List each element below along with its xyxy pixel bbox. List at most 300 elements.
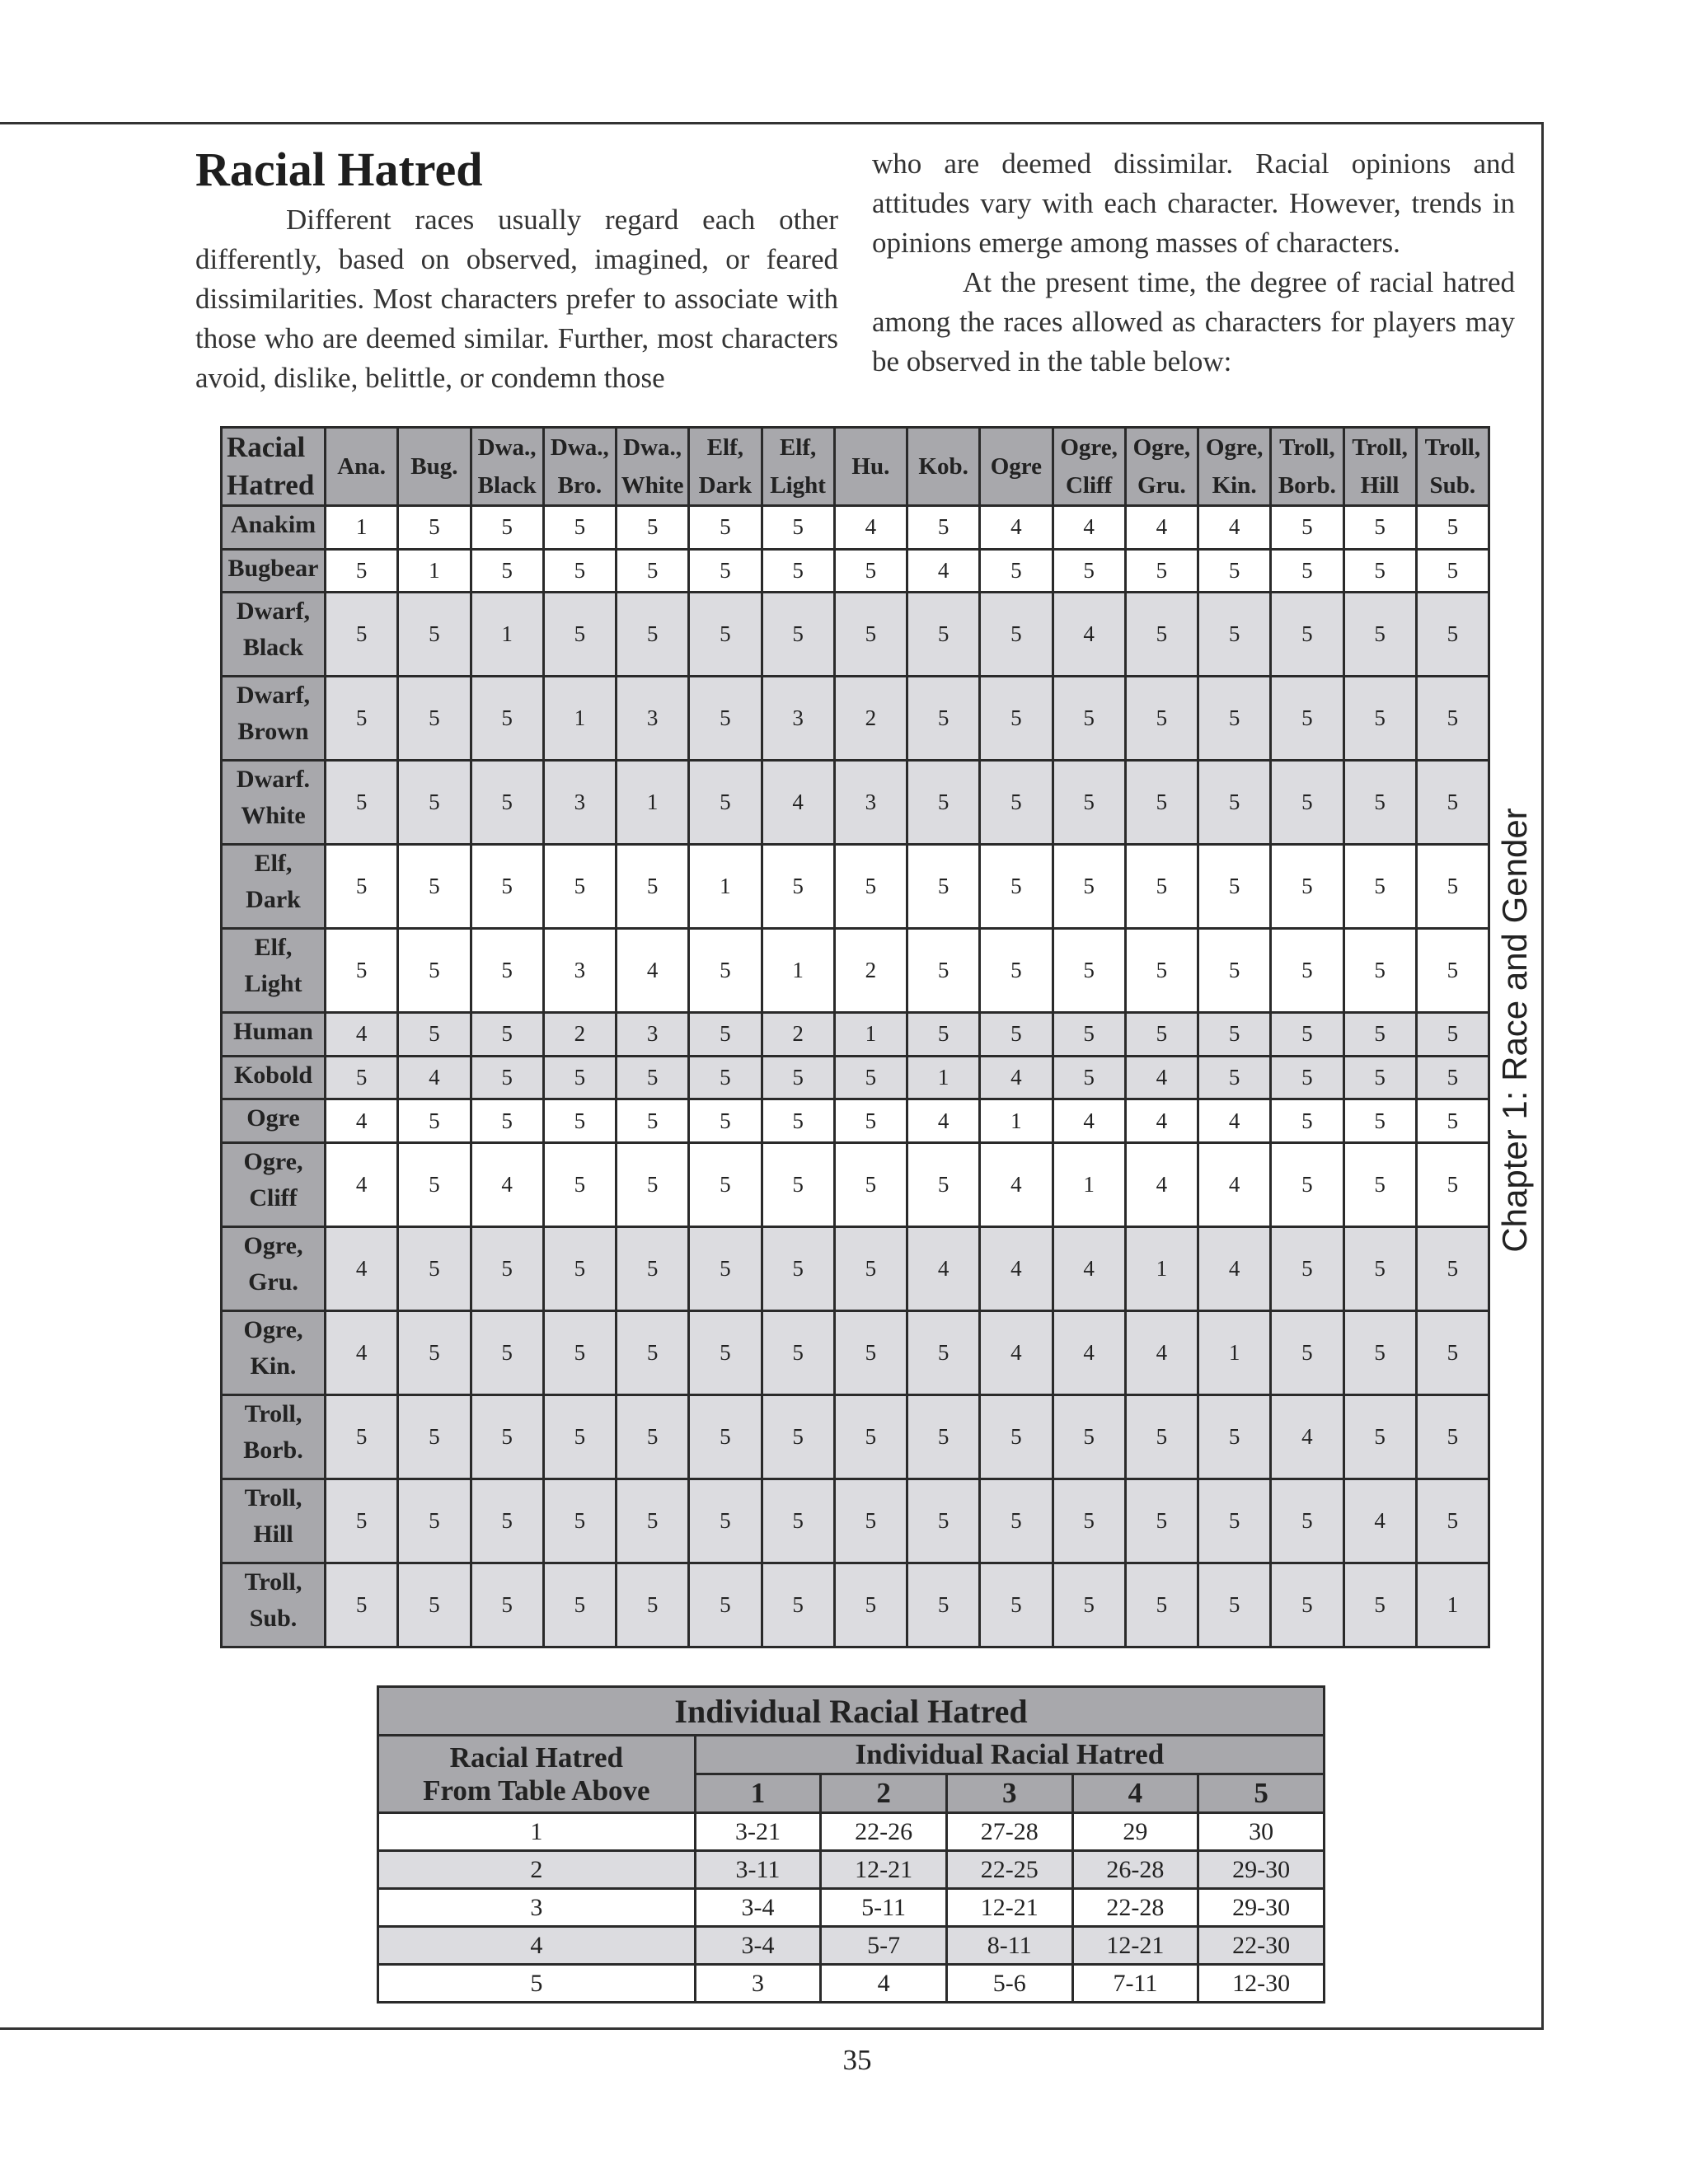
column-header-line: Sub. bbox=[1429, 472, 1476, 499]
matrix-column-header bbox=[1416, 428, 1489, 506]
row-header-line: Kin. bbox=[250, 1352, 297, 1380]
matrix-cell: 5 bbox=[689, 929, 762, 1013]
text-column-left bbox=[195, 200, 838, 398]
matrix-row-header bbox=[222, 1227, 326, 1311]
matrix-cell: 4 bbox=[1053, 1099, 1125, 1143]
individual-cell: 8-11 bbox=[946, 1927, 1072, 1965]
matrix-cell: 5 bbox=[762, 845, 834, 929]
matrix-cell: 5 bbox=[1198, 1056, 1271, 1099]
row-header-line: Dwarf, bbox=[236, 598, 311, 626]
matrix-cell: 4 bbox=[907, 1227, 980, 1311]
matrix-cell: 5 bbox=[471, 1227, 543, 1311]
matrix-cell: 5 bbox=[1416, 1479, 1489, 1563]
matrix-cell: 5 bbox=[1343, 1311, 1416, 1395]
matrix-cell: 5 bbox=[1053, 1056, 1125, 1099]
matrix-cell: 5 bbox=[543, 549, 616, 593]
matrix-cell: 5 bbox=[398, 593, 471, 677]
matrix-cell: 5 bbox=[834, 1143, 907, 1227]
matrix-cell: 5 bbox=[617, 1479, 689, 1563]
matrix-cell: 5 bbox=[1125, 593, 1198, 677]
matrix-column-header bbox=[762, 428, 834, 506]
matrix-cell: 5 bbox=[1271, 845, 1343, 929]
matrix-cell: 5 bbox=[398, 1395, 471, 1479]
column-header-line: Dwa., bbox=[477, 434, 537, 461]
matrix-cell: 5 bbox=[1125, 677, 1198, 761]
row-header-line: Brown bbox=[237, 718, 309, 746]
matrix-cell: 5 bbox=[326, 845, 398, 929]
matrix-row-header bbox=[222, 761, 326, 845]
matrix-cell: 5 bbox=[762, 1563, 834, 1647]
matrix-cell: 5 bbox=[1053, 761, 1125, 845]
matrix-cell: 5 bbox=[1198, 593, 1271, 677]
matrix-cell: 5 bbox=[1416, 1013, 1489, 1057]
matrix-cell: 4 bbox=[1125, 1143, 1198, 1227]
matrix-cell: 5 bbox=[1343, 506, 1416, 550]
matrix-cell: 1 bbox=[1053, 1143, 1125, 1227]
matrix-row bbox=[222, 845, 1489, 929]
individual-cell: 12-30 bbox=[1198, 1965, 1325, 2003]
matrix-cell: 5 bbox=[1271, 761, 1343, 845]
matrix-cell: 5 bbox=[398, 1563, 471, 1647]
matrix-cell: 5 bbox=[1198, 1563, 1271, 1647]
individual-cell: 12-21 bbox=[946, 1889, 1072, 1927]
matrix-cell: 5 bbox=[1416, 677, 1489, 761]
matrix-cell: 4 bbox=[1343, 1479, 1416, 1563]
matrix-cell: 5 bbox=[471, 677, 543, 761]
matrix-cell: 5 bbox=[834, 593, 907, 677]
matrix-cell: 5 bbox=[617, 1311, 689, 1395]
matrix-cell: 5 bbox=[1343, 677, 1416, 761]
individual-cell: 12-21 bbox=[821, 1851, 947, 1889]
page-frame-right bbox=[1541, 122, 1544, 2030]
matrix-cell: 5 bbox=[834, 1311, 907, 1395]
individual-row-label: 2 bbox=[378, 1851, 696, 1889]
individual-cell: 3-11 bbox=[695, 1851, 821, 1889]
matrix-cell: 5 bbox=[762, 1143, 834, 1227]
matrix-cell: 5 bbox=[1198, 549, 1271, 593]
matrix-cell: 4 bbox=[1198, 1143, 1271, 1227]
matrix-cell: 5 bbox=[689, 761, 762, 845]
matrix-cell: 5 bbox=[1053, 1563, 1125, 1647]
matrix-cell: 5 bbox=[398, 761, 471, 845]
individual-cell: 29-30 bbox=[1198, 1889, 1325, 1927]
matrix-cell: 5 bbox=[617, 1056, 689, 1099]
matrix-cell: 5 bbox=[1416, 1395, 1489, 1479]
matrix-cell: 4 bbox=[471, 1143, 543, 1227]
individual-cell: 7-11 bbox=[1072, 1965, 1198, 2003]
matrix-cell: 4 bbox=[1125, 506, 1198, 550]
matrix-cell: 5 bbox=[1343, 593, 1416, 677]
matrix-cell: 5 bbox=[689, 1563, 762, 1647]
matrix-row bbox=[222, 761, 1489, 845]
matrix-cell: 4 bbox=[326, 1227, 398, 1311]
matrix-cell: 2 bbox=[834, 677, 907, 761]
matrix-cell: 5 bbox=[1271, 1311, 1343, 1395]
matrix-cell: 5 bbox=[617, 593, 689, 677]
matrix-cell: 4 bbox=[980, 506, 1053, 550]
matrix-cell: 5 bbox=[834, 1563, 907, 1647]
matrix-row bbox=[222, 1395, 1489, 1479]
matrix-cell: 5 bbox=[398, 845, 471, 929]
section-heading: Racial Hatred bbox=[195, 143, 483, 196]
matrix-cell: 5 bbox=[1271, 1479, 1343, 1563]
matrix-cell: 5 bbox=[1198, 1395, 1271, 1479]
matrix-cell: 5 bbox=[689, 1479, 762, 1563]
column-header-line: Hill bbox=[1360, 472, 1400, 499]
matrix-cell: 5 bbox=[980, 761, 1053, 845]
matrix-cell: 5 bbox=[617, 1143, 689, 1227]
matrix-cell: 5 bbox=[1053, 677, 1125, 761]
matrix-cell: 4 bbox=[326, 1013, 398, 1057]
matrix-cell: 5 bbox=[326, 1563, 398, 1647]
individual-group-header: Individual Racial Hatred bbox=[695, 1736, 1324, 1774]
matrix-cell: 4 bbox=[907, 549, 980, 593]
column-header-line: Troll, bbox=[1279, 434, 1335, 461]
matrix-row bbox=[222, 1479, 1489, 1563]
page-frame-top bbox=[0, 122, 1544, 124]
matrix-cell: 5 bbox=[689, 1311, 762, 1395]
matrix-cell: 5 bbox=[762, 1056, 834, 1099]
individual-cell: 3-4 bbox=[695, 1889, 821, 1927]
matrix-cell: 5 bbox=[1343, 1056, 1416, 1099]
matrix-cell: 5 bbox=[907, 1479, 980, 1563]
matrix-cell: 5 bbox=[907, 1143, 980, 1227]
matrix-cell: 5 bbox=[1343, 1143, 1416, 1227]
matrix-cell: 5 bbox=[1198, 677, 1271, 761]
matrix-cell: 5 bbox=[1271, 593, 1343, 677]
matrix-cell: 1 bbox=[326, 506, 398, 550]
matrix-cell: 1 bbox=[398, 549, 471, 593]
matrix-cell: 5 bbox=[907, 761, 980, 845]
matrix-cell: 1 bbox=[689, 845, 762, 929]
matrix-cell: 5 bbox=[1343, 1395, 1416, 1479]
matrix-cell: 5 bbox=[1271, 549, 1343, 593]
matrix-cell: 5 bbox=[980, 1395, 1053, 1479]
matrix-cell: 5 bbox=[762, 506, 834, 550]
matrix-cell: 5 bbox=[762, 593, 834, 677]
matrix-cell: 5 bbox=[1271, 1227, 1343, 1311]
matrix-cell: 5 bbox=[398, 1013, 471, 1057]
matrix-cell: 5 bbox=[762, 1099, 834, 1143]
matrix-row bbox=[222, 1099, 1489, 1143]
matrix-column-header bbox=[834, 428, 907, 506]
individual-column-header: 1 bbox=[695, 1774, 821, 1813]
matrix-cell: 4 bbox=[1198, 1099, 1271, 1143]
matrix-cell: 4 bbox=[1053, 593, 1125, 677]
matrix-cell: 5 bbox=[1416, 593, 1489, 677]
individual-column-header: 4 bbox=[1072, 1774, 1198, 1813]
matrix-cell: 5 bbox=[398, 1479, 471, 1563]
column-header-line: Light bbox=[770, 472, 826, 499]
matrix-row-header bbox=[222, 929, 326, 1013]
matrix-row-header bbox=[222, 593, 326, 677]
row-header-line: Ogre bbox=[246, 1104, 300, 1132]
matrix-cell: 3 bbox=[543, 761, 616, 845]
matrix-cell: 5 bbox=[617, 1563, 689, 1647]
row-header-line: Sub. bbox=[249, 1604, 298, 1632]
individual-cell: 5-6 bbox=[946, 1965, 1072, 2003]
matrix-cell: 5 bbox=[907, 1395, 980, 1479]
matrix-column-header bbox=[1271, 428, 1343, 506]
matrix-cell: 4 bbox=[980, 1143, 1053, 1227]
matrix-cell: 5 bbox=[326, 1479, 398, 1563]
matrix-cell: 5 bbox=[1271, 1056, 1343, 1099]
matrix-cell: 5 bbox=[471, 506, 543, 550]
row-header-line: Dwarf, bbox=[236, 682, 311, 710]
matrix-cell: 4 bbox=[617, 929, 689, 1013]
matrix-cell: 5 bbox=[471, 845, 543, 929]
matrix-column-header bbox=[617, 428, 689, 506]
individual-cell: 29-30 bbox=[1198, 1851, 1325, 1889]
matrix-cell: 5 bbox=[1343, 1563, 1416, 1647]
matrix-row-header bbox=[222, 549, 326, 593]
matrix-cell: 5 bbox=[471, 1099, 543, 1143]
individual-cell: 5-7 bbox=[821, 1927, 947, 1965]
column-header-line: Gru. bbox=[1137, 472, 1186, 499]
individual-cell: 5-11 bbox=[821, 1889, 947, 1927]
matrix-cell: 5 bbox=[907, 929, 980, 1013]
matrix-cell: 5 bbox=[326, 1056, 398, 1099]
row-header-line: Black bbox=[242, 634, 304, 662]
matrix-cell: 5 bbox=[834, 1479, 907, 1563]
matrix-cell: 5 bbox=[398, 1143, 471, 1227]
matrix-cell: 5 bbox=[1416, 761, 1489, 845]
matrix-cell: 1 bbox=[617, 761, 689, 845]
matrix-row-header bbox=[222, 1311, 326, 1395]
individual-row bbox=[378, 1851, 1325, 1889]
row-header-line: Elf, bbox=[254, 850, 293, 878]
matrix-row-header bbox=[222, 1099, 326, 1143]
column-header-line: Hu. bbox=[851, 453, 890, 480]
matrix-cell: 5 bbox=[1343, 929, 1416, 1013]
matrix-cell: 5 bbox=[398, 1099, 471, 1143]
matrix-cell: 4 bbox=[1271, 1395, 1343, 1479]
matrix-cell: 5 bbox=[398, 677, 471, 761]
matrix-cell: 5 bbox=[1198, 1013, 1271, 1057]
matrix-cell: 4 bbox=[1198, 506, 1271, 550]
matrix-cell: 5 bbox=[907, 593, 980, 677]
matrix-cell: 5 bbox=[1125, 1563, 1198, 1647]
matrix-cell: 5 bbox=[1271, 506, 1343, 550]
matrix-cell: 5 bbox=[689, 1143, 762, 1227]
matrix-cell: 5 bbox=[543, 1143, 616, 1227]
corner-header-line: Hatred bbox=[227, 469, 315, 501]
matrix-cell: 5 bbox=[543, 1563, 616, 1647]
matrix-cell: 4 bbox=[1125, 1056, 1198, 1099]
matrix-cell: 1 bbox=[1125, 1227, 1198, 1311]
matrix-cell: 5 bbox=[617, 845, 689, 929]
matrix-cell: 5 bbox=[1416, 929, 1489, 1013]
matrix-cell: 5 bbox=[326, 929, 398, 1013]
matrix-cell: 5 bbox=[398, 929, 471, 1013]
matrix-header-row bbox=[222, 428, 1489, 506]
matrix-column-header bbox=[398, 428, 471, 506]
individual-cell: 4 bbox=[821, 1965, 947, 2003]
matrix-cell: 5 bbox=[1416, 506, 1489, 550]
matrix-cell: 5 bbox=[689, 1056, 762, 1099]
row-header-line: Bugbear bbox=[227, 554, 319, 582]
matrix-cell: 5 bbox=[1271, 1099, 1343, 1143]
matrix-cell: 5 bbox=[689, 677, 762, 761]
matrix-cell: 5 bbox=[1198, 1479, 1271, 1563]
matrix-cell: 5 bbox=[1416, 1143, 1489, 1227]
individual-left-header bbox=[378, 1736, 696, 1813]
matrix-cell: 4 bbox=[980, 1311, 1053, 1395]
matrix-cell: 4 bbox=[1125, 1099, 1198, 1143]
row-header-line: Dwarf. bbox=[236, 766, 311, 794]
matrix-row-header bbox=[222, 1563, 326, 1647]
matrix-cell: 5 bbox=[471, 549, 543, 593]
individual-row bbox=[378, 1927, 1325, 1965]
individual-cell: 22-26 bbox=[821, 1813, 947, 1851]
individual-cell: 27-28 bbox=[946, 1813, 1072, 1851]
matrix-row bbox=[222, 1143, 1489, 1227]
matrix-cell: 5 bbox=[1343, 1013, 1416, 1057]
matrix-cell: 5 bbox=[543, 593, 616, 677]
matrix-cell: 5 bbox=[689, 1227, 762, 1311]
matrix-cell: 5 bbox=[543, 1479, 616, 1563]
individual-cell: 3-21 bbox=[695, 1813, 821, 1851]
matrix-cell: 5 bbox=[471, 1563, 543, 1647]
matrix-column-header bbox=[543, 428, 616, 506]
matrix-cell: 5 bbox=[1053, 1395, 1125, 1479]
matrix-cell: 5 bbox=[834, 1395, 907, 1479]
matrix-cell: 5 bbox=[689, 1099, 762, 1143]
matrix-cell: 5 bbox=[1343, 549, 1416, 593]
matrix-column-header bbox=[1198, 428, 1271, 506]
matrix-cell: 5 bbox=[1198, 761, 1271, 845]
matrix-cell: 5 bbox=[689, 1013, 762, 1057]
individual-table-title: Individual Racial Hatred bbox=[378, 1687, 1325, 1736]
row-header-line: Troll, bbox=[244, 1568, 302, 1596]
matrix-cell: 5 bbox=[689, 549, 762, 593]
matrix-cell: 5 bbox=[398, 1311, 471, 1395]
matrix-cell: 5 bbox=[762, 1479, 834, 1563]
matrix-cell: 5 bbox=[907, 845, 980, 929]
matrix-cell: 3 bbox=[617, 677, 689, 761]
column-header-line: Bug. bbox=[410, 453, 458, 480]
matrix-cell: 5 bbox=[907, 1563, 980, 1647]
matrix-cell: 5 bbox=[1125, 1395, 1198, 1479]
matrix-cell: 5 bbox=[543, 1099, 616, 1143]
matrix-cell: 1 bbox=[762, 929, 834, 1013]
row-header-line: Anakim bbox=[230, 511, 316, 538]
matrix-cell: 5 bbox=[762, 1395, 834, 1479]
individual-row-label: 4 bbox=[378, 1927, 696, 1965]
column-header-line: Dwa., bbox=[550, 434, 609, 461]
matrix-cell: 5 bbox=[1198, 845, 1271, 929]
matrix-cell: 5 bbox=[762, 1311, 834, 1395]
row-header-line: Troll, bbox=[244, 1484, 302, 1511]
matrix-cell: 5 bbox=[980, 549, 1053, 593]
matrix-cell: 5 bbox=[543, 1056, 616, 1099]
matrix-cell: 5 bbox=[834, 845, 907, 929]
matrix-cell: 5 bbox=[1343, 1227, 1416, 1311]
matrix-cell: 5 bbox=[543, 1227, 616, 1311]
matrix-cell: 5 bbox=[617, 1227, 689, 1311]
matrix-row-header bbox=[222, 677, 326, 761]
column-header-line: Ogre bbox=[990, 453, 1043, 480]
matrix-cell: 5 bbox=[1271, 1013, 1343, 1057]
matrix-corner-header bbox=[222, 428, 326, 506]
text-column-right bbox=[872, 144, 1515, 382]
matrix-cell: 5 bbox=[689, 593, 762, 677]
matrix-row bbox=[222, 677, 1489, 761]
matrix-cell: 5 bbox=[1125, 1013, 1198, 1057]
column-header-line: Elf, bbox=[706, 434, 744, 461]
matrix-cell: 5 bbox=[398, 1227, 471, 1311]
matrix-row bbox=[222, 1013, 1489, 1057]
matrix-row-header bbox=[222, 1479, 326, 1563]
individual-row-label: 1 bbox=[378, 1813, 696, 1851]
matrix-cell: 5 bbox=[471, 1056, 543, 1099]
matrix-row bbox=[222, 1563, 1489, 1647]
individual-cell: 29 bbox=[1072, 1813, 1198, 1851]
matrix-column-header bbox=[471, 428, 543, 506]
individual-cell: 22-30 bbox=[1198, 1927, 1325, 1965]
matrix-cell: 5 bbox=[543, 845, 616, 929]
individual-column-header: 3 bbox=[946, 1774, 1072, 1813]
intro-paragraph-part-2: who are deemed dissimilar. Racial opinions and attitudes vary with each character. However, trends in opinions emerge among masses of characters. bbox=[872, 148, 1515, 259]
matrix-cell: 5 bbox=[1343, 761, 1416, 845]
column-header-line: Troll, bbox=[1352, 434, 1408, 461]
matrix-cell: 5 bbox=[834, 549, 907, 593]
matrix-cell: 4 bbox=[326, 1099, 398, 1143]
matrix-column-header bbox=[1343, 428, 1416, 506]
column-header-line: Bro. bbox=[557, 472, 603, 499]
matrix-cell: 5 bbox=[1343, 845, 1416, 929]
matrix-cell: 5 bbox=[398, 506, 471, 550]
column-header-line: Kin. bbox=[1212, 472, 1257, 499]
matrix-cell: 5 bbox=[543, 1311, 616, 1395]
column-header-line: Black bbox=[477, 472, 537, 499]
matrix-cell: 4 bbox=[1053, 506, 1125, 550]
matrix-cell: 5 bbox=[1271, 1563, 1343, 1647]
row-header-line: Cliff bbox=[249, 1184, 298, 1212]
matrix-cell: 4 bbox=[834, 506, 907, 550]
individual-cell: 26-28 bbox=[1072, 1851, 1198, 1889]
matrix-cell: 5 bbox=[689, 1395, 762, 1479]
matrix-cell: 5 bbox=[1416, 1099, 1489, 1143]
individual-cell: 22-28 bbox=[1072, 1889, 1198, 1927]
matrix-cell: 4 bbox=[980, 1056, 1053, 1099]
matrix-cell: 1 bbox=[543, 677, 616, 761]
matrix-cell: 5 bbox=[1271, 1143, 1343, 1227]
matrix-cell: 1 bbox=[1416, 1563, 1489, 1647]
table-intro-paragraph: At the present time, the degree of racial hatred among the races allowed as characters for players may be observed in the table below: bbox=[872, 266, 1515, 377]
page-number-text: 35 bbox=[842, 2044, 872, 2076]
row-header-line: Kobold bbox=[233, 1061, 313, 1089]
column-header-line: Troll, bbox=[1424, 434, 1481, 461]
matrix-cell: 5 bbox=[1053, 929, 1125, 1013]
matrix-cell: 5 bbox=[1271, 929, 1343, 1013]
matrix-cell: 1 bbox=[907, 1056, 980, 1099]
matrix-cell: 5 bbox=[617, 549, 689, 593]
matrix-cell: 4 bbox=[398, 1056, 471, 1099]
row-header-line: Gru. bbox=[248, 1268, 298, 1296]
individual-column-header: 5 bbox=[1198, 1774, 1325, 1813]
matrix-cell: 5 bbox=[1198, 929, 1271, 1013]
row-header-line: Hill bbox=[253, 1521, 293, 1548]
matrix-cell: 4 bbox=[326, 1311, 398, 1395]
matrix-cell: 5 bbox=[1416, 845, 1489, 929]
individual-cell: 30 bbox=[1198, 1813, 1325, 1851]
matrix-cell: 5 bbox=[980, 677, 1053, 761]
matrix-cell: 5 bbox=[1053, 1479, 1125, 1563]
matrix-cell: 5 bbox=[326, 761, 398, 845]
matrix-cell: 3 bbox=[543, 929, 616, 1013]
left-header-line: From Table Above bbox=[423, 1774, 650, 1807]
